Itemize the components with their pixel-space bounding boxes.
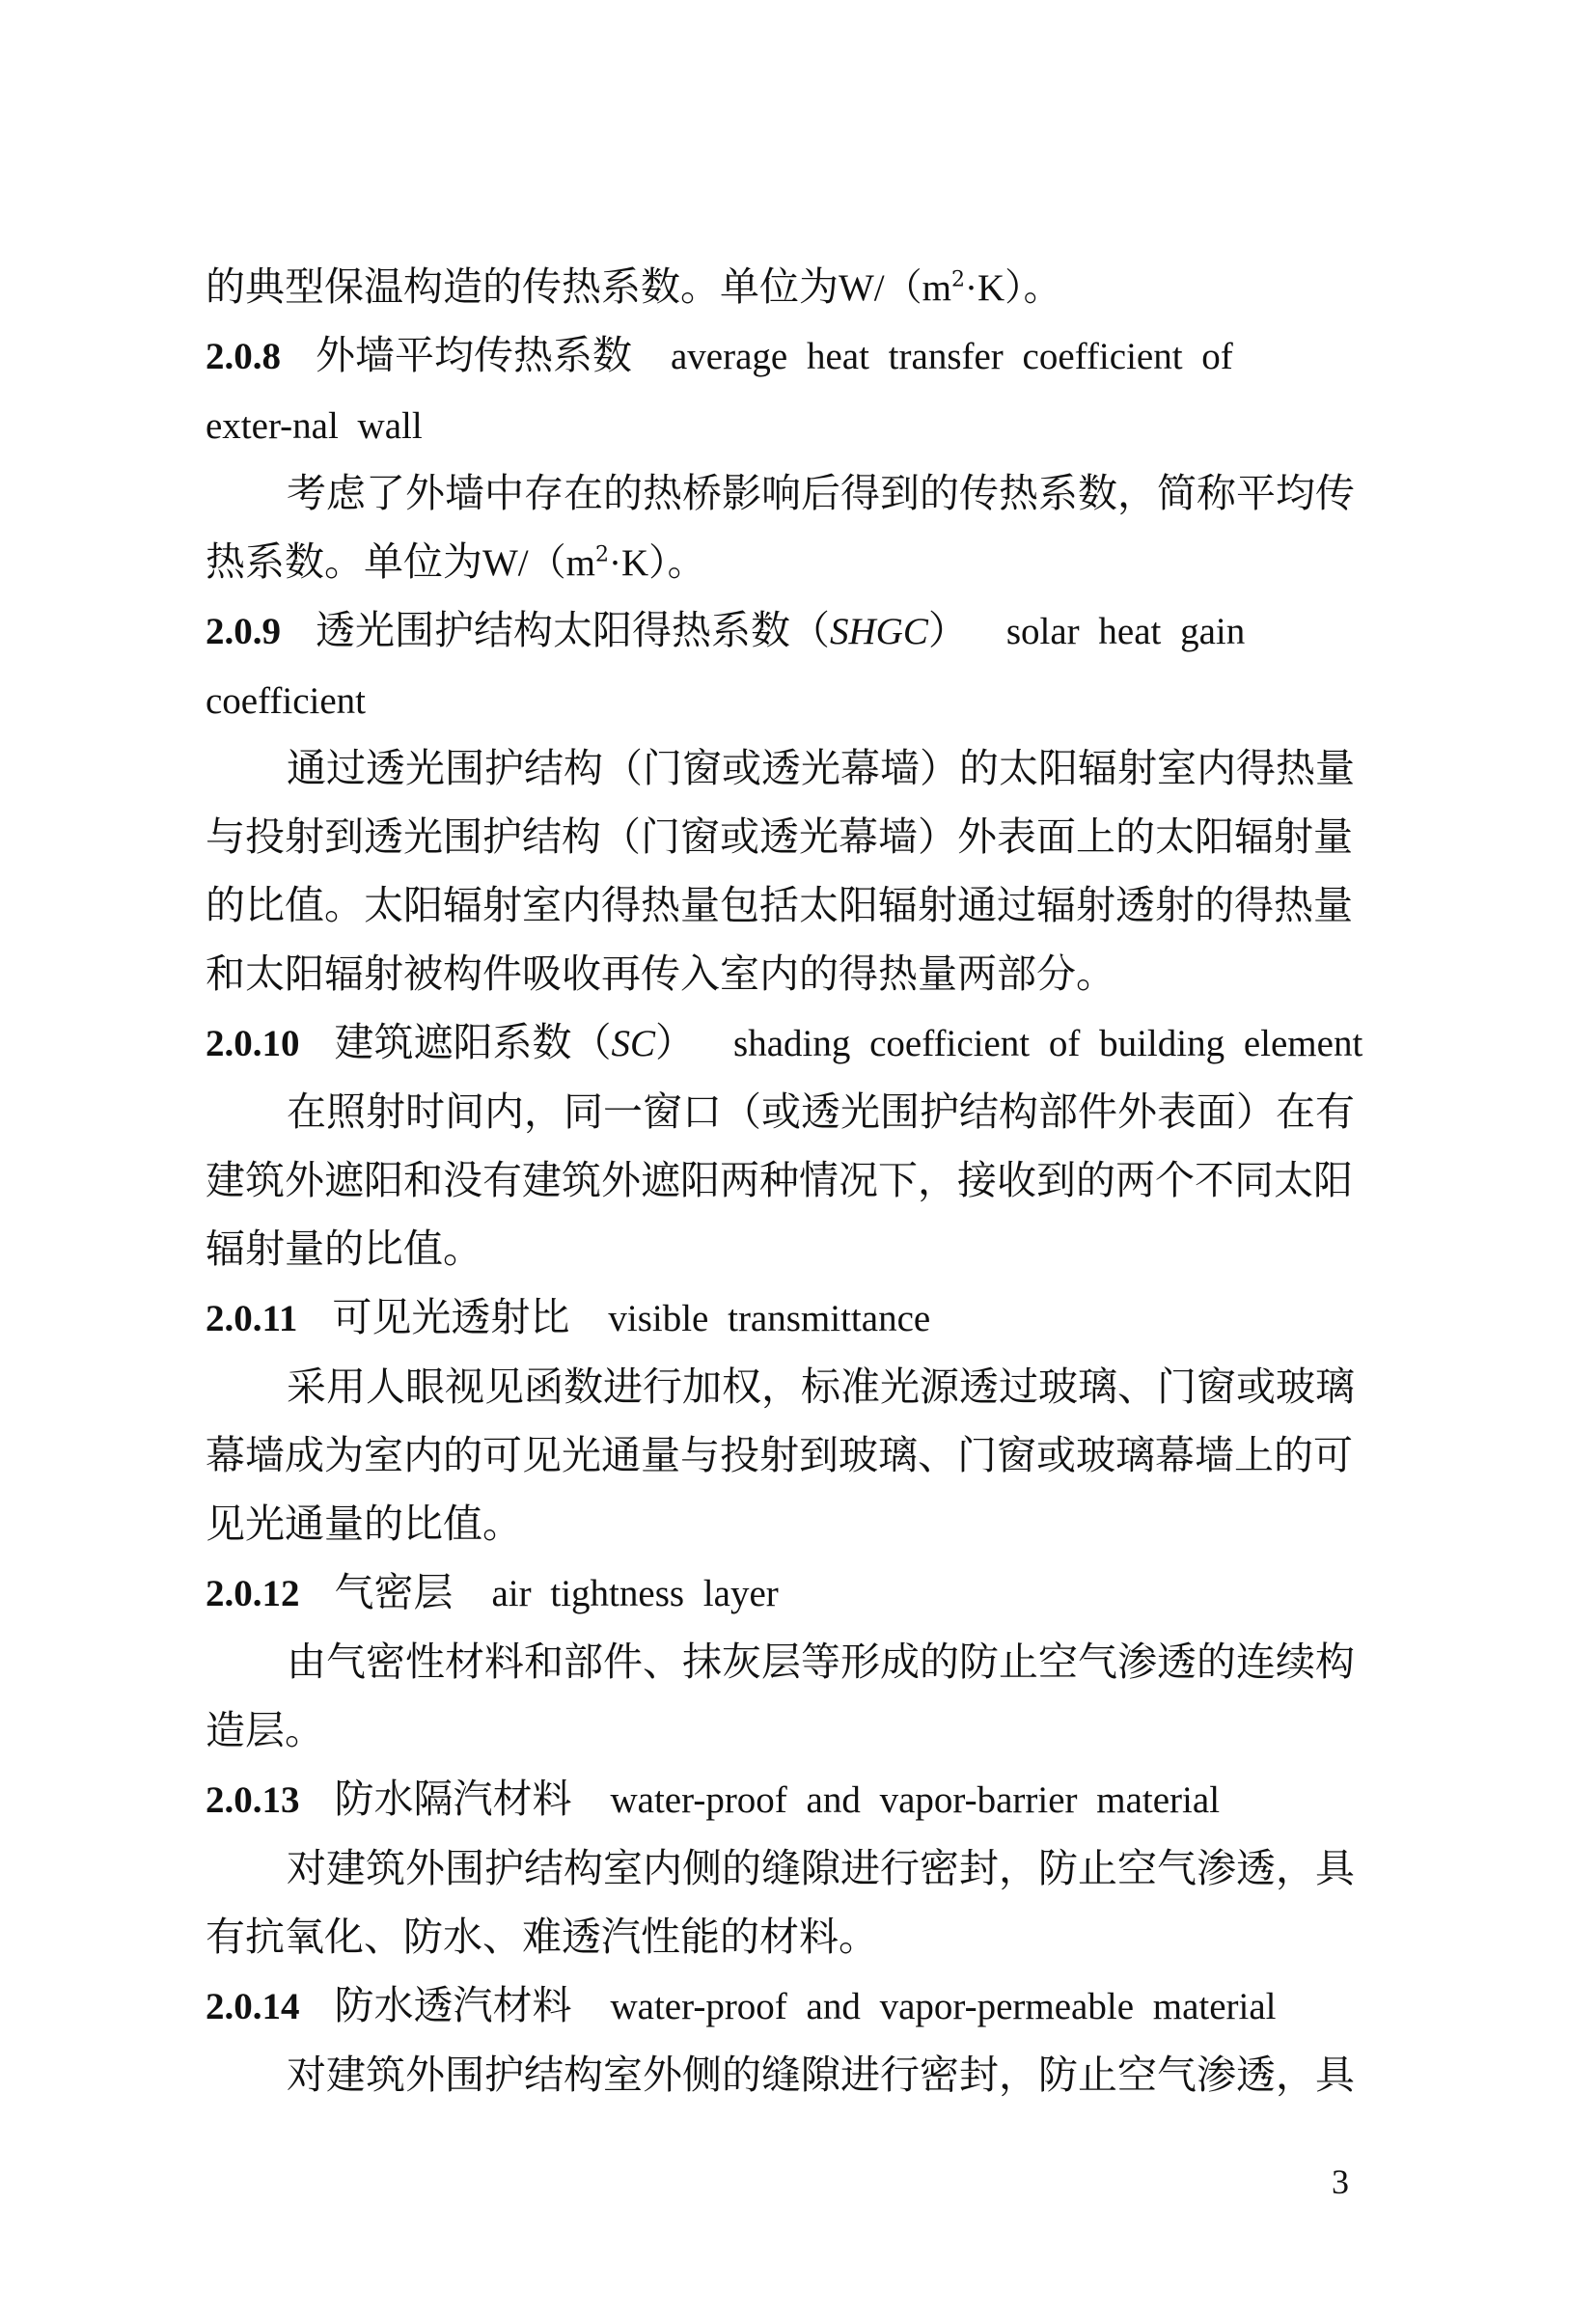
term-number: 2.0.13 — [206, 1779, 300, 1821]
term-chinese: 防水隔汽材料 — [334, 1776, 572, 1822]
page-number: 3 — [1332, 2162, 1349, 2201]
definition-line: 采用人眼视见函数进行加权，标准光源透过玻璃、门窗或玻璃 — [287, 1364, 1355, 1410]
term-number: 2.0.11 — [206, 1298, 298, 1339]
term-2-0-13-heading — [206, 1765, 1394, 1834]
term-english: water-proof and vapor-permeable material — [610, 1986, 1277, 2027]
term-english: air tightness layer — [491, 1573, 779, 1614]
term-english: solar heat gain — [1005, 611, 1246, 652]
term-english-continued: exter-nal wall — [206, 405, 423, 447]
definition-line: 辐射量的比值。 — [206, 1226, 482, 1272]
definition-line: 通过透光围护结构（门窗或透光幕墙）的太阳辐射室内得热量 — [287, 745, 1355, 791]
term-2-0-12-heading — [206, 1558, 1394, 1628]
definition-line: 与投射到透光围护结构（门窗或透光幕墙）外表面上的太阳辐射量 — [206, 813, 1353, 860]
definition-line: 热系数。单位为$W/(m^2\cdot K)$。 — [206, 538, 705, 585]
definition-line: 由气密性材料和部件、抹灰层等形成的防止空气渗透的连续构 — [287, 1639, 1355, 1685]
definition-line: 有抗氧化、防水、难透汽性能的材料。 — [206, 1914, 878, 1960]
definition-line: 见光通量的比值。 — [206, 1501, 522, 1547]
definition-line: 对建筑外围护结构室内侧的缝隙进行密封，防止空气渗透，具 — [287, 1845, 1355, 1891]
definition-line: 造层。 — [206, 1707, 324, 1753]
definition-line: 的比值。太阳辐射室内得热量包括太阳辐射通过辐射透射的得热量 — [206, 882, 1353, 928]
term-number: 2.0.12 — [206, 1573, 300, 1614]
term-english: water-proof and vapor-barrier material — [610, 1779, 1221, 1821]
term-number: 2.0.9 — [206, 611, 281, 652]
term-chinese: 外墙平均传热系数 — [316, 332, 632, 378]
term-2-0-8-heading — [206, 321, 1394, 391]
term-chinese: 气密层 — [334, 1569, 454, 1615]
term-2-0-14-heading — [206, 1971, 1394, 2041]
definition-line: 建筑外遮阳和没有建筑外遮阳两种情况下，接收到的两个不同太阳 — [206, 1157, 1353, 1203]
definition-line: 在照射时间内，同一窗口（或透光围护结构部件外表面）在有 — [287, 1088, 1355, 1135]
text-line: 的典型保温构造的传热系数。单位为$W/(m^2\cdot K)$。 — [206, 263, 1061, 310]
definition-line: 幕墙成为室内的可见光通量与投射到玻璃、门窗或玻璃幕墙上的可 — [206, 1432, 1353, 1478]
term-chinese: 防水透汽材料 — [334, 1982, 572, 2028]
term-chinese: 透光围护结构太阳得热系数（SHGC） — [316, 607, 968, 653]
term-number: 2.0.14 — [206, 1986, 300, 2027]
definition-line: 考虑了外墙中存在的热桥影响后得到的传热系数，简称平均传 — [287, 470, 1355, 516]
term-english: visible transmittance — [608, 1298, 931, 1339]
term-english-continued: coefficient — [206, 680, 367, 722]
term-english: average heat transfer coefficient of — [671, 336, 1233, 377]
term-number: 2.0.8 — [206, 336, 281, 377]
term-english: shading coefficient of building element — [733, 1023, 1363, 1064]
term-2-0-11-heading — [206, 1283, 1394, 1353]
term-chinese: 可见光透射比 — [332, 1294, 570, 1340]
definition-line: 和太阳辐射被构件吸收再传入室内的得热量两部分。 — [206, 950, 1115, 997]
document-body — [206, 253, 1394, 2109]
term-number: 2.0.10 — [206, 1023, 300, 1064]
term-2-0-9-heading — [206, 596, 1394, 666]
term-2-0-10-heading — [206, 1008, 1394, 1078]
term-chinese: 建筑遮阳系数（SC） — [334, 1019, 696, 1065]
definition-line: 对建筑外围护结构室外侧的缝隙进行密封，防止空气渗透，具 — [287, 2052, 1355, 2098]
